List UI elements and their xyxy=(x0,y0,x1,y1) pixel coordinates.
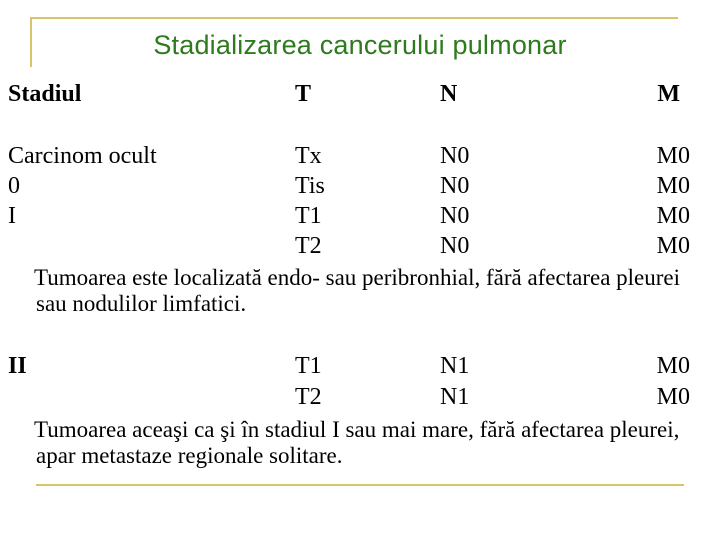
row-n: N0 xyxy=(440,233,470,259)
row-m: M0 xyxy=(656,353,690,379)
header-stage: Stadiul xyxy=(8,81,82,107)
header-t: T xyxy=(295,81,312,107)
stage2-description: Tumoarea aceaşi ca şi în stadiul I sau mai mare, fără afectarea pleurei, apar metastaze regionale solitare. xyxy=(34,417,680,468)
row-m: M0 xyxy=(656,203,690,229)
bottom-rule xyxy=(36,484,684,486)
row-m: M0 xyxy=(656,143,690,169)
slide-title: Stadializarea cancerului pulmonar xyxy=(153,30,567,60)
frame-top-rule xyxy=(30,17,678,19)
row-t: Tis xyxy=(295,173,325,199)
row-stage: 0 xyxy=(8,173,20,199)
row-n: N1 xyxy=(440,384,470,410)
stage1-description: Tumoarea este localizată endo- sau peribronhial, fără afectarea pleurei sau nodulilor limfatici. xyxy=(34,265,681,316)
row-t: T2 xyxy=(295,233,322,259)
row-m: M0 xyxy=(656,384,690,410)
header-n: N xyxy=(440,81,458,107)
header-m: M xyxy=(657,81,680,107)
row-n: N0 xyxy=(440,203,470,229)
row-t: T2 xyxy=(295,384,322,410)
row-t: Tx xyxy=(295,143,322,169)
stage2-label: II xyxy=(8,353,27,379)
row-stage: Carcinom ocult xyxy=(8,143,157,169)
row-t: T1 xyxy=(295,353,322,379)
row-stage: I xyxy=(8,203,16,229)
row-n: N1 xyxy=(440,353,470,379)
row-t: T1 xyxy=(295,203,322,229)
row-m: M0 xyxy=(656,233,690,259)
row-n: N0 xyxy=(440,143,470,169)
row-m: M0 xyxy=(656,173,690,199)
row-n: N0 xyxy=(440,173,470,199)
